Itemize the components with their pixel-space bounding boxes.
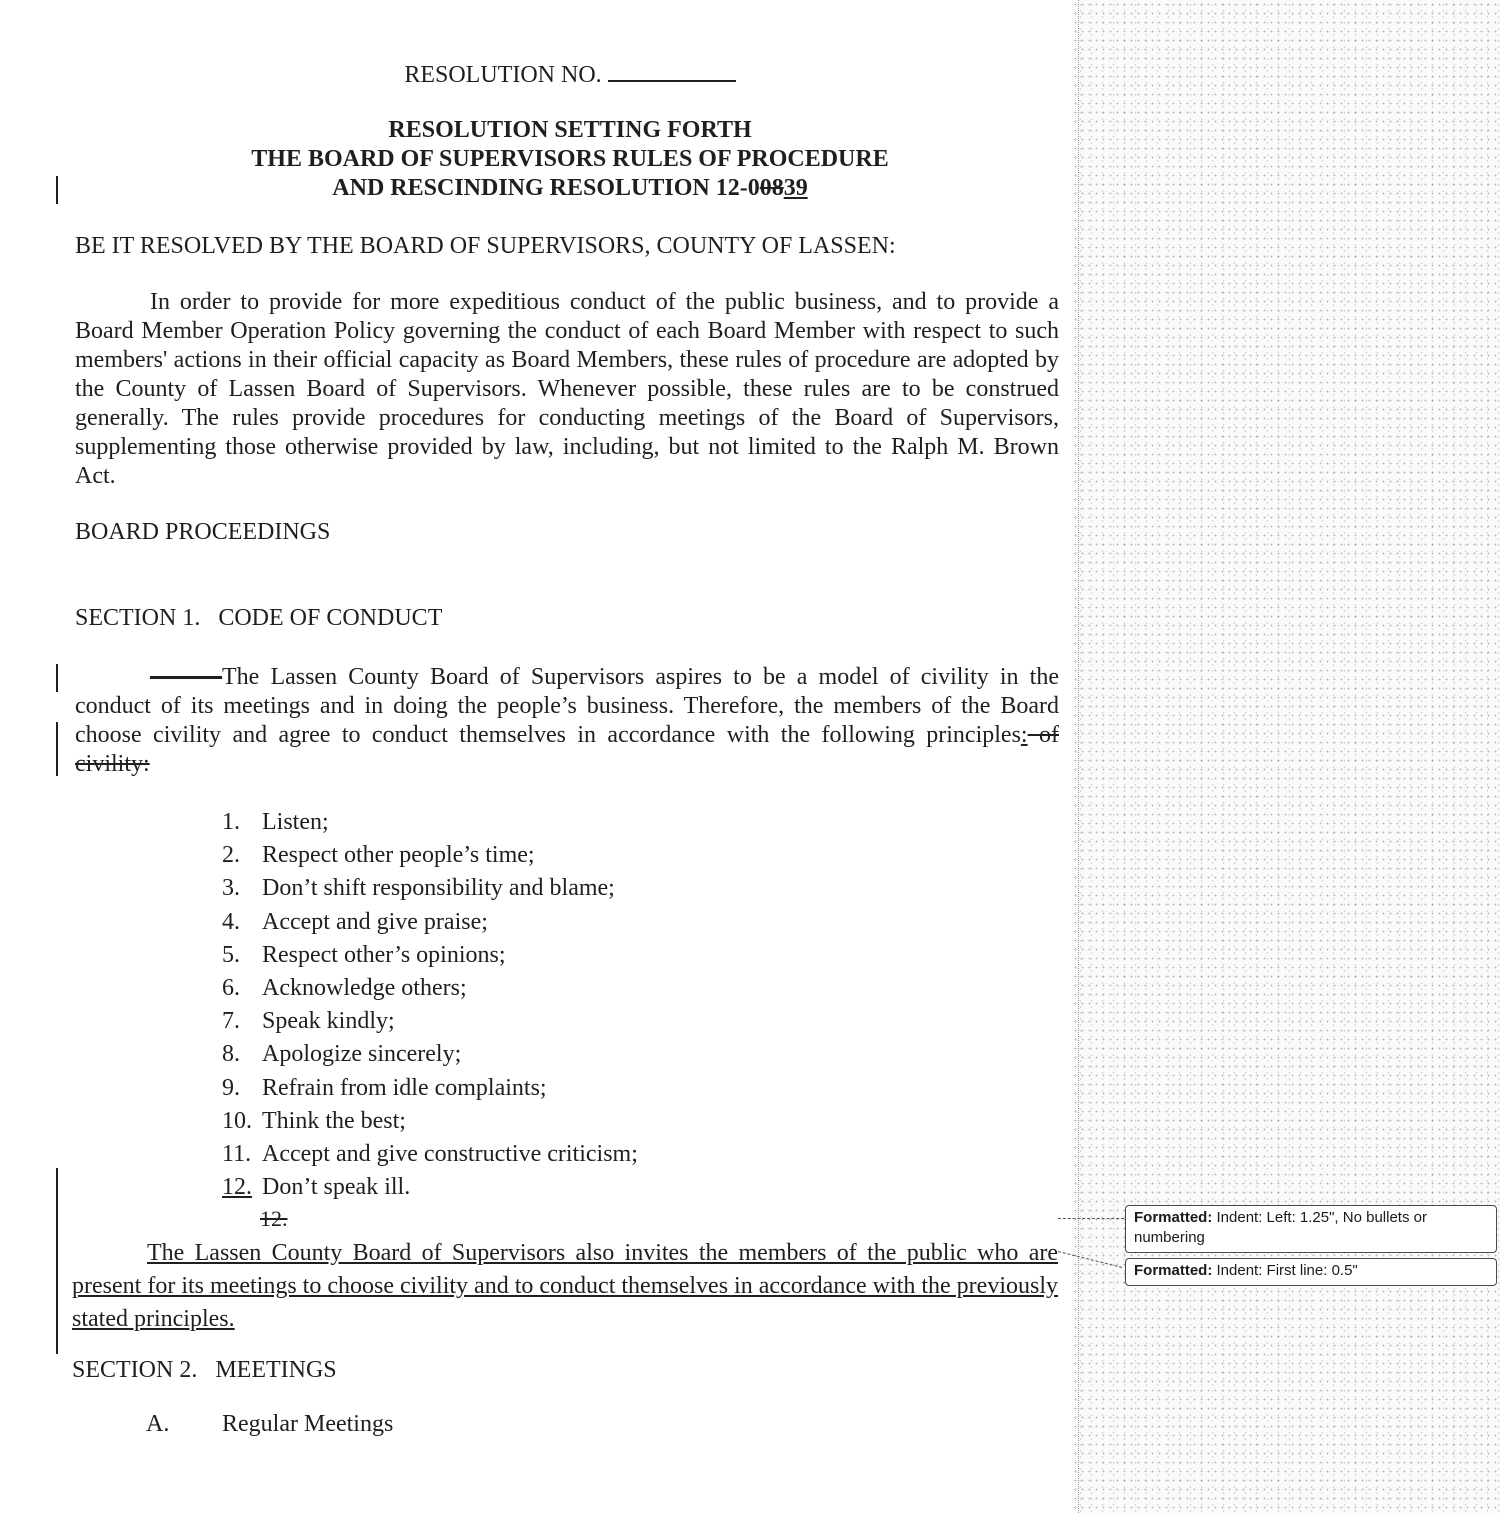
change-bar	[56, 1168, 58, 1354]
balloon-leader-line	[1058, 1218, 1124, 1219]
title-line-3	[150, 174, 990, 203]
principle-number: 6.	[222, 975, 240, 1002]
deleted-list-number: 12.	[260, 1206, 288, 1231]
deleted-text: ———	[150, 664, 222, 690]
principle-number: 1.	[222, 809, 240, 835]
principle-item	[222, 806, 638, 839]
principle-text: Respect other’s opinions;	[262, 941, 506, 968]
principle-text: Think the best;	[262, 1107, 406, 1134]
intro-paragraph	[75, 288, 1059, 491]
principle-text: Apologize sincerely;	[262, 1041, 462, 1068]
section-1-heading: SECTION 1. CODE OF CONDUCT	[75, 605, 443, 631]
principle-item	[222, 972, 638, 1005]
principle-text: Listen;	[262, 809, 329, 835]
principle-item	[222, 1138, 638, 1171]
change-bar	[56, 176, 58, 204]
title-line-1: RESOLUTION SETTING FORTH	[388, 117, 752, 143]
title-line-3-prefix: AND RESCINDING RESOLUTION 12-0	[332, 175, 760, 201]
principle-number: 4.	[222, 908, 240, 935]
balloon-label: Formatted:	[1134, 1209, 1213, 1226]
principle-number: 8.	[222, 1041, 240, 1068]
principle-number: 3.	[222, 875, 240, 902]
public-civility-paragraph	[72, 1237, 1058, 1336]
principle-text: Don’t shift responsibility and blame;	[262, 875, 615, 902]
principle-number: 5.	[222, 941, 240, 968]
principle-item	[222, 1005, 638, 1038]
principle-text: Respect other people’s time;	[262, 842, 535, 869]
inserted-text: :	[1020, 722, 1028, 748]
principles-list	[222, 806, 638, 1204]
principle-text: Acknowledge others;	[262, 975, 467, 1002]
balloon-label: Formatted:	[1134, 1262, 1213, 1279]
resolution-number-blank	[608, 58, 736, 82]
principle-item	[222, 839, 638, 872]
principle-item	[222, 906, 638, 939]
deleted-text: 08	[759, 175, 784, 201]
principle-item	[222, 1171, 638, 1204]
title-line-2: THE BOARD OF SUPERVISORS RULES OF PROCEDURE	[251, 146, 889, 172]
principle-text: Accept and give constructive criticism;	[262, 1141, 638, 1168]
principle-item	[222, 939, 638, 972]
principle-number: 7.	[222, 1008, 240, 1035]
code-of-conduct-paragraph	[75, 663, 1059, 779]
title-block	[150, 116, 990, 203]
change-bar	[56, 664, 58, 692]
principle-item	[222, 1105, 638, 1138]
subsection-letter: A.	[146, 1411, 170, 1437]
resolved-line: BE IT RESOLVED BY THE BOARD OF SUPERVISORS, COUNTY OF LASSEN:	[75, 233, 896, 259]
principle-number: 12.	[222, 1174, 252, 1201]
balloon-text: Indent: First line: 0.5"	[1216, 1262, 1358, 1279]
principle-text: Accept and give praise;	[262, 908, 488, 935]
principle-number: 2.	[222, 842, 240, 869]
principle-number: 11.	[222, 1141, 252, 1168]
formatted-balloon-first-line[interactable]	[1125, 1258, 1497, 1286]
subsection-title: Regular Meetings	[222, 1411, 394, 1437]
section-2-heading: SECTION 2. MEETINGS	[72, 1357, 337, 1383]
public-civility-text: The Lassen County Board of Supervisors also invites the members of the public who are present for its meetings to choose civility and to conduct themselves in accordance with the previously stated principles.	[72, 1240, 1058, 1332]
change-bar	[56, 722, 58, 776]
subsection-a	[146, 1410, 393, 1439]
resolution-number	[300, 58, 840, 90]
intro-paragraph-text: In order to provide for more expeditious conduct of the public business, and to provide a Board Member Operation Policy governing the conduct of each Board Member with respect to such members' actions in their official capacity as Board Members, these rules of procedure are adopted by the County of Lassen Board of Supervisors. Whenever possible, these rules are to be construed generally. The rules provide procedures for conducting meetings of the Board of Supervisors, supplementing those otherwise provided by law, including, but not limited to the Ralph M. Brown Act.	[75, 289, 1059, 489]
formatted-balloon-indent-left[interactable]	[1125, 1205, 1497, 1253]
principle-item	[222, 1038, 638, 1071]
markup-margin	[1072, 0, 1500, 1513]
code-of-conduct-text: The Lassen County Board of Supervisors aspires to be a model of civility in the conduct of its meetings and in doing the people’s business. Therefore, the members of the Board choose civility and agree to conduct themselves in accordance with the following principles	[75, 664, 1059, 748]
principle-number: 10.	[222, 1107, 252, 1134]
balloon-text: Indent: Left: 1.25", No bullets or numbering	[1134, 1209, 1427, 1246]
principle-text: Speak kindly;	[262, 1008, 395, 1035]
principle-text: Don’t speak ill.	[262, 1174, 411, 1201]
deleted-text: of civility:	[75, 722, 1059, 777]
principle-number: 9.	[222, 1074, 240, 1101]
principle-item	[222, 872, 638, 905]
resolution-number-label: RESOLUTION NO.	[404, 62, 602, 88]
board-proceedings-heading: BOARD PROCEEDINGS	[75, 519, 331, 545]
principle-text: Refrain from idle complaints;	[262, 1074, 547, 1101]
principle-item	[222, 1072, 638, 1105]
inserted-text: 39	[783, 175, 808, 201]
